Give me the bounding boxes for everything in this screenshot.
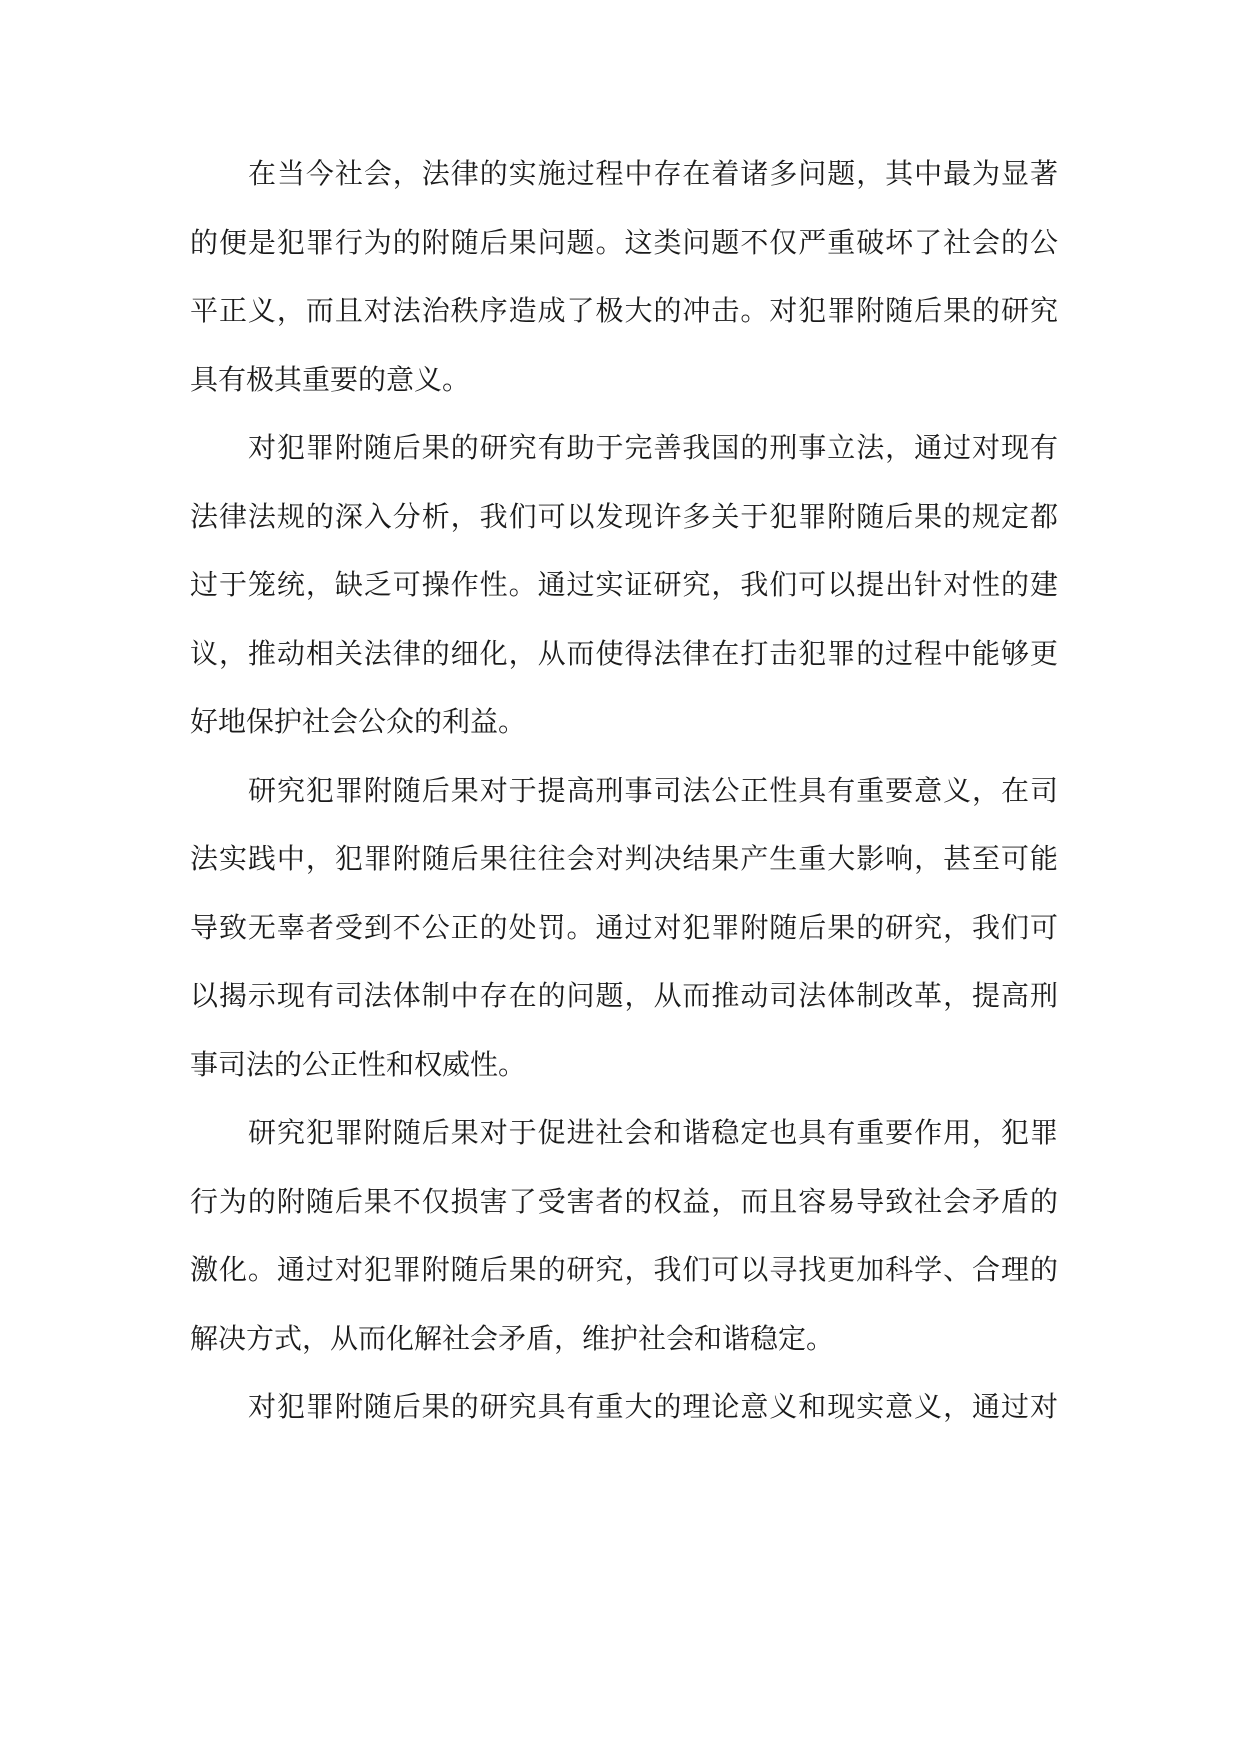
text-line: 平正义，而且对法治秩序造成了极大的冲击。对犯罪附随后果的研究 <box>190 294 1058 327</box>
body-text <box>190 140 1058 1442</box>
text-line: 研究犯罪附随后果对于提高刑事司法公正性具有重要意义，在司 <box>248 773 1058 807</box>
text-line: 以揭示现有司法体制中存在的问题，从而推动司法体制改革，提高刑 <box>190 979 1058 1012</box>
text-line: 法律法规的深入分析，我们可以发现许多关于犯罪附随后果的规定都 <box>190 499 1058 533</box>
text-line: 导致无辜者受到不公正的处罚。通过对犯罪附随后果的研究，我们可 <box>190 910 1058 944</box>
text-line: 事司法的公正性和权威性。 <box>190 1047 527 1081</box>
text-line: 法实践中，犯罪附随后果往往会对判决结果产生重大影响，甚至可能 <box>190 842 1058 875</box>
text-line: 的便是犯罪行为的附随后果问题。这类问题不仅严重破坏了社会的公 <box>190 225 1058 259</box>
text-line: 议，推动相关法律的细化，从而使得法律在打击犯罪的过程中能够更 <box>190 636 1058 670</box>
text-line: 激化。通过对犯罪附随后果的研究，我们可以寻找更加科学、合理的 <box>190 1253 1058 1286</box>
text-line: 对犯罪附随后果的研究具有重大的理论意义和现实意义，通过对 <box>248 1390 1058 1423</box>
text-line: 过于笼统，缺乏可操作性。通过实证研究，我们可以提出针对性的建 <box>190 568 1058 601</box>
text-line: 具有极其重要的意义。 <box>190 362 471 396</box>
text-line: 好地保护社会公众的利益。 <box>190 705 527 738</box>
text-line: 在当今社会，法律的实施过程中存在着诸多问题，其中最为显著 <box>248 157 1058 190</box>
text-line: 研究犯罪附随后果对于促进社会和谐稳定也具有重要作用，犯罪 <box>248 1116 1058 1149</box>
text-line: 对犯罪附随后果的研究有助于完善我国的刑事立法，通过对现有 <box>248 431 1058 464</box>
text-line: 行为的附随后果不仅损害了受害者的权益，而且容易导致社会矛盾的 <box>190 1184 1058 1218</box>
text-line: 解决方式，从而化解社会矛盾，维护社会和谐稳定。 <box>190 1321 835 1355</box>
